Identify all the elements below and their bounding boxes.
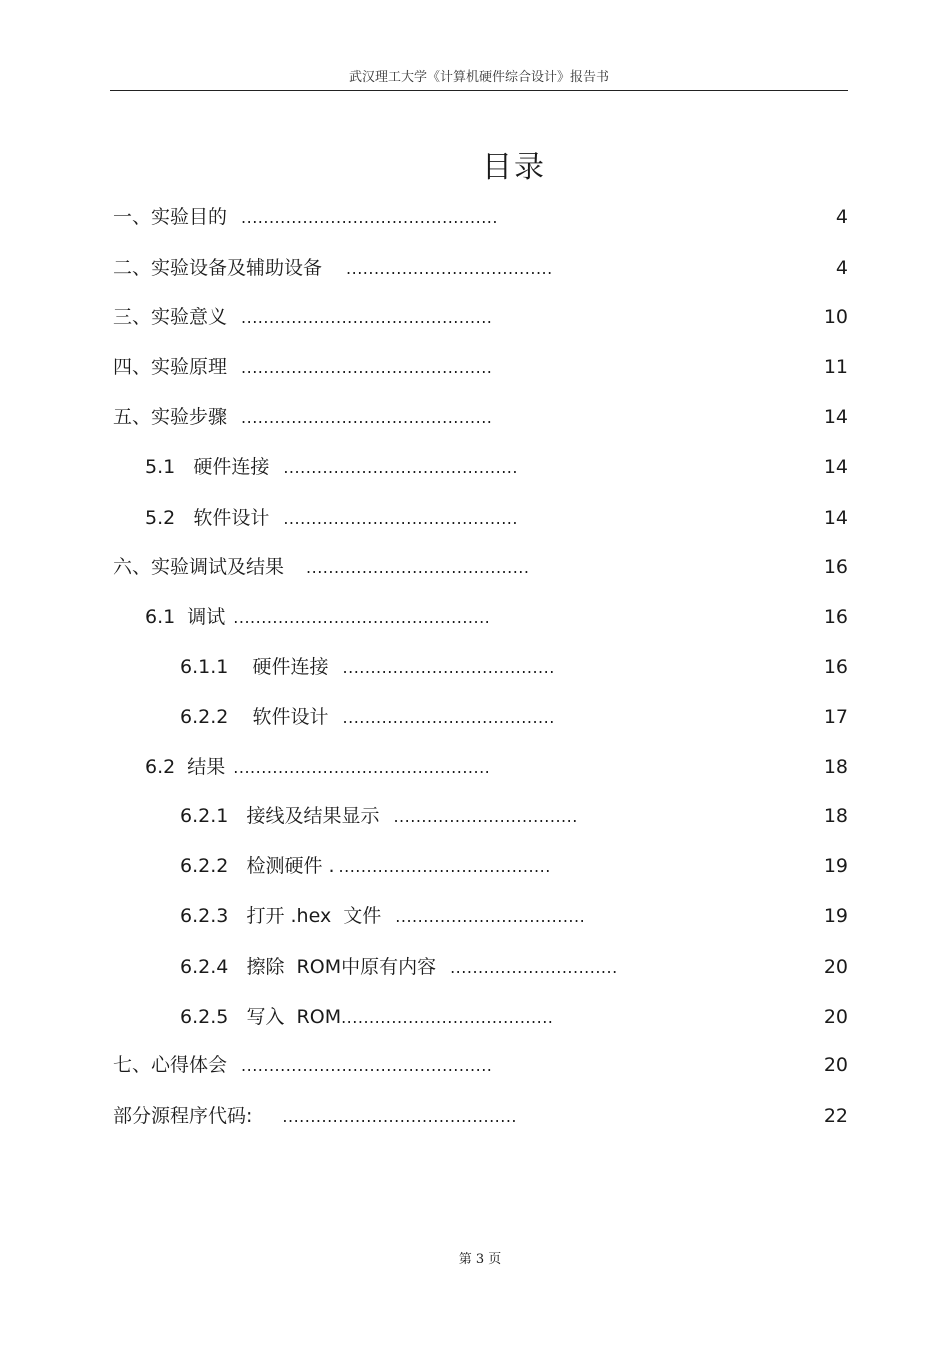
toc-entry-label: 6.2.2 检测硬件 . <box>180 855 335 877</box>
toc-entry-label: 五、实验步骤 <box>113 406 228 428</box>
toc-page-number: 14 <box>823 406 848 428</box>
toc-page-number: 4 <box>835 206 848 228</box>
toc-leader-dots: .......................................... <box>283 458 518 477</box>
toc-entry[interactable] <box>145 603 490 631</box>
toc-entry-label: 6.1 调试 <box>145 606 226 628</box>
toc-page-number: 10 <box>823 306 848 328</box>
toc-leader-dots: ................................. <box>393 807 578 826</box>
toc-entry-label: 四、实验原理 <box>113 356 228 378</box>
toc-entry[interactable] <box>113 1051 492 1079</box>
toc-leader-dots: .............................................. <box>233 608 491 627</box>
toc-entry[interactable] <box>180 802 578 830</box>
toc-leader-dots: ...................................... <box>342 658 555 677</box>
toc-entry[interactable] <box>113 403 492 431</box>
toc-entry-label: 6.2.4 擦除 ROM中原有内容 <box>180 956 437 978</box>
toc-leader-dots: .......................................... <box>283 509 518 528</box>
toc-page-number: 17 <box>823 706 848 728</box>
page-footer: 第 3 页 <box>458 1252 502 1267</box>
toc-page-number: 16 <box>823 606 848 628</box>
toc-entry[interactable] <box>113 203 498 231</box>
running-header: 武汉理工大学《计算机硬件综合设计》报告书 <box>348 70 609 85</box>
page-title: 目录 <box>482 150 546 185</box>
toc-leader-dots: ............................................. <box>241 308 493 327</box>
toc-entry[interactable] <box>180 902 585 930</box>
toc-leader-dots: ...................................... <box>338 857 551 876</box>
toc-leader-dots: .............................................. <box>233 758 491 777</box>
toc-page-number: 18 <box>823 756 848 778</box>
toc-page-number: 20 <box>823 1006 848 1028</box>
toc-page-number: 22 <box>823 1105 848 1127</box>
toc-entry-label: 5.2 软件设计 <box>145 507 270 529</box>
toc-entry[interactable] <box>113 353 492 381</box>
header-divider <box>110 90 848 91</box>
toc-leader-dots: ............................................. <box>241 1056 493 1075</box>
toc-page-number: 4 <box>835 257 848 279</box>
toc-entry[interactable] <box>113 553 529 581</box>
toc-page-number: 14 <box>823 507 848 529</box>
toc-entry-label: 6.2.5 写入 ROM <box>180 1006 342 1028</box>
toc-entry-label: 七、心得体会 <box>113 1054 228 1076</box>
toc-leader-dots: ...................................... <box>341 1008 554 1027</box>
toc-leader-dots: .......................................... <box>282 1107 518 1126</box>
toc-entry[interactable] <box>145 753 490 781</box>
toc-page-number: 20 <box>823 1054 848 1076</box>
toc-entry[interactable] <box>180 1003 553 1031</box>
toc-page-number: 19 <box>823 905 848 927</box>
toc-page-number: 16 <box>823 656 848 678</box>
toc-entry-label: 6.2.2 软件设计 <box>180 706 329 728</box>
toc-leader-dots: ............................................. <box>241 358 493 377</box>
toc-entry-label: 6.2.1 接线及结果显示 <box>180 805 380 827</box>
toc-leader-dots: .............................................. <box>241 208 498 227</box>
toc-leader-dots: .................................. <box>395 907 586 926</box>
toc-entry-label: 5.1 硬件连接 <box>145 456 270 478</box>
toc-entry-label: 一、实验目的 <box>113 206 228 228</box>
toc-page-number: 19 <box>823 855 848 877</box>
toc-leader-dots: ...................................... <box>342 708 555 727</box>
toc-leader-dots: ............................................. <box>241 408 493 427</box>
toc-entry[interactable] <box>145 453 518 481</box>
toc-entry[interactable] <box>113 1102 517 1130</box>
toc-entry[interactable] <box>113 254 553 282</box>
toc-entry[interactable] <box>180 703 555 731</box>
toc-entry-label: 二、实验设备及辅助设备 <box>113 257 323 279</box>
toc-entry[interactable] <box>180 653 555 681</box>
toc-page-number: 20 <box>823 956 848 978</box>
toc-entry[interactable] <box>113 303 492 331</box>
toc-entry-label: 三、实验意义 <box>113 306 228 328</box>
toc-entry-label: 6.2.3 打开 .hex 文件 <box>180 905 382 927</box>
toc-page-number: 14 <box>823 456 848 478</box>
toc-entry-label: 6.2 结果 <box>145 756 226 778</box>
toc-entry[interactable] <box>145 504 518 532</box>
toc-entry-label: 6.1.1 硬件连接 <box>180 656 329 678</box>
toc-entry[interactable] <box>180 953 618 981</box>
toc-entry-label: 六、实验调试及结果 <box>113 556 285 578</box>
toc-entry-label: 部分源程序代码: <box>113 1105 253 1127</box>
toc-page-number: 11 <box>823 356 848 378</box>
toc-page-number: 18 <box>823 805 848 827</box>
toc-leader-dots: .............................. <box>450 958 618 977</box>
toc-page-number: 16 <box>823 556 848 578</box>
toc-leader-dots: ..................................... <box>346 259 553 278</box>
toc-entry[interactable] <box>180 852 551 880</box>
toc-leader-dots: ........................................ <box>306 558 530 577</box>
